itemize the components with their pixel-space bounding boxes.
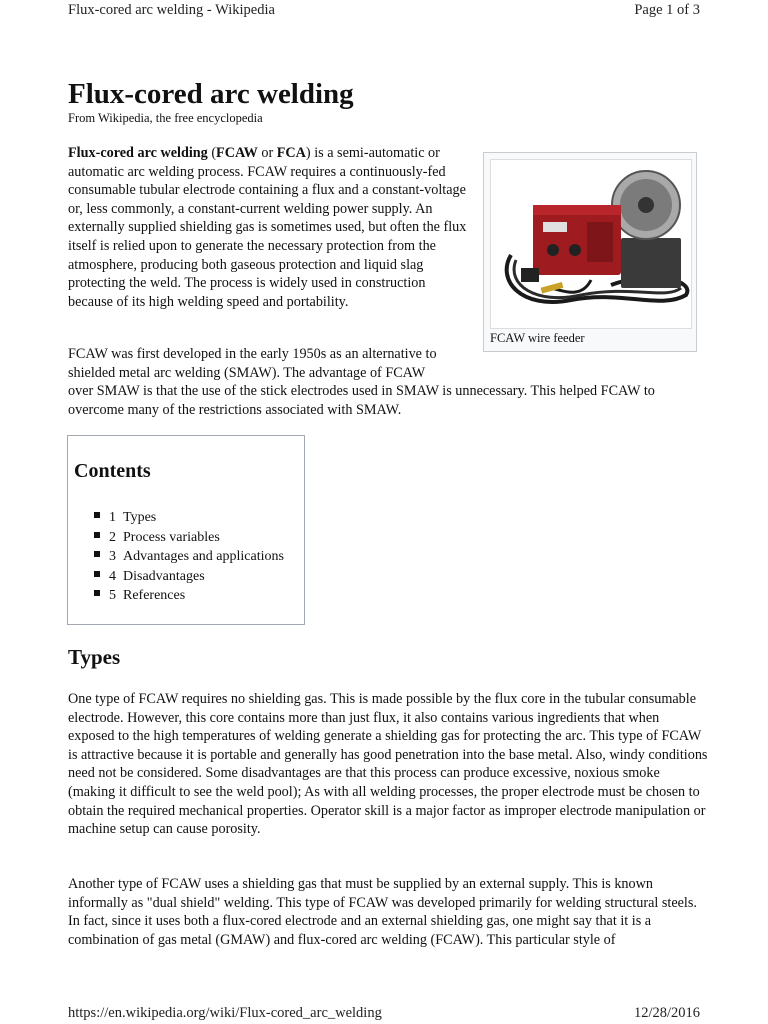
section-heading-types: Types	[68, 645, 121, 669]
toc-list	[94, 508, 284, 606]
bullet-icon	[94, 532, 100, 538]
page-title: Flux-cored arc welding	[68, 78, 354, 110]
intro-abbr-fca: FCA	[276, 145, 306, 161]
print-footer-url: https://en.wikipedia.org/wiki/Flux-cored_arc_welding	[68, 1005, 382, 1021]
toc-number: 2	[109, 529, 116, 545]
intro-text: ) is a semi-automatic or automatic arc welding process. FCAW requires a continuously-fed consumable tubular electrode containing a flux and a constant-voltage or, less commonly, a constant-current welding power supply. An externally supplied shielding gas is sometimes used, but often the flux itself is relied upon to generate the necessary protection from the atmosphere, producing both gaseous protection and liquid slag protecting the weld. The process is widely used in construction because of its high welding speed and portability.	[68, 145, 467, 310]
toc-item-advantages[interactable]	[94, 547, 284, 567]
page-tagline: From Wikipedia, the free encyclopedia	[68, 111, 263, 125]
history-paragraph	[68, 345, 708, 419]
figure-box	[483, 152, 697, 352]
bullet-icon	[94, 590, 100, 596]
wire-feeder-illustration	[491, 160, 691, 328]
types-paragraph-1: One type of FCAW requires no shielding gas. This is made possible by the flux core in the tubular consumable electrode. However, this core contains more than just flux, it also contains various ingredients that when exposed to the high temperatures of welding generate a shielding gas for protecting the arc. This type of FCAW is attractive because it is portable and generally has good penetration into the base metal. Also, windy conditions need not be considered. Some disadvantages are that this process can produce excessive, noxious smoke (making it difficult to see the weld pool); As with all welding processes, the proper electrode must be chosen to obtain the required mechanical properties. Operator skill is a major factor as improper electrode manipulation or machine setup can cause porosity.	[68, 691, 708, 838]
figure-caption: FCAW wire feeder	[490, 331, 585, 345]
toc-number: 5	[109, 588, 116, 603]
bullet-icon	[94, 512, 100, 518]
toc-label[interactable]: References	[123, 588, 186, 603]
intro-text: (	[207, 145, 217, 161]
print-header-page: Page 1 of 3	[634, 2, 700, 18]
intro-paragraph	[68, 144, 468, 311]
toc-label[interactable]: Disadvantages	[123, 568, 205, 584]
toc-label[interactable]: Types	[123, 510, 157, 525]
toc-label[interactable]: Advantages and applications	[123, 549, 284, 564]
toc-number: 3	[109, 549, 116, 564]
toc-item-types[interactable]	[94, 508, 284, 528]
intro-text: or	[257, 145, 277, 161]
toc-item-disadvantages[interactable]	[94, 567, 284, 587]
toc-item-process-variables[interactable]	[94, 528, 284, 548]
toc-number: 4	[109, 568, 116, 584]
history-rest: over SMAW is that the use of the stick electrodes used in SMAW is unnecessary. This helped FCAW to overcome many of the restrictions associated with SMAW.	[68, 383, 655, 418]
toc-number: 1	[109, 510, 116, 525]
toc-item-references[interactable]	[94, 586, 284, 606]
toc-label[interactable]: Process variables	[123, 529, 220, 545]
print-header-title: Flux-cored arc welding - Wikipedia	[68, 2, 275, 18]
types-paragraph-2: Another type of FCAW uses a shielding gas that must be supplied by an external supply. This is known informally as "dual shield" welding. This type of FCAW was developed primarily for welding structural steels. In fact, since it uses both a flux-cored electrode and an external shielding gas, one might say that it is a combination of gas metal (GMAW) and flux-cored arc welding (FCAW). This particular style of	[68, 876, 697, 948]
intro-abbr-fcaw: FCAW	[216, 145, 258, 161]
history-line: FCAW was first developed in the early 1950s as an alternative to	[68, 346, 437, 362]
intro-bold-term: Flux-cored arc welding	[68, 145, 208, 161]
print-footer-date: 12/28/2016	[633, 1005, 700, 1021]
toc-title: Contents	[74, 460, 151, 482]
wire-feeder-image[interactable]	[490, 159, 692, 329]
history-line: shielded metal arc welding (SMAW). The advantage of FCAW	[68, 364, 426, 381]
table-of-contents	[67, 435, 305, 625]
bullet-icon	[94, 571, 100, 577]
bullet-icon	[94, 551, 100, 557]
